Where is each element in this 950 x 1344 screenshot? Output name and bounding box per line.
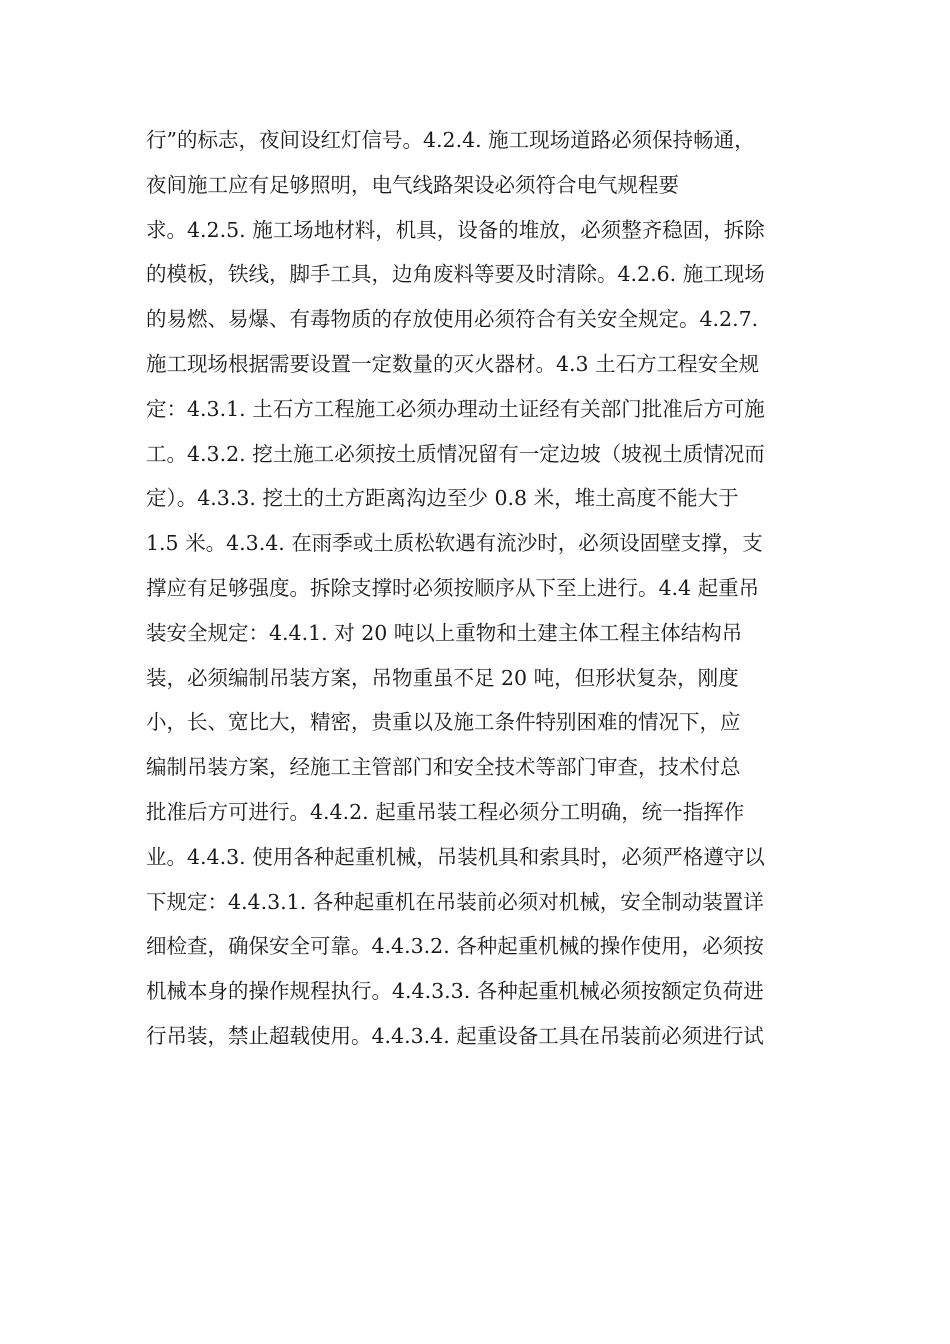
text-line: 撑应有足够强度。拆除支撑时必须按顺序从下至上进行。4.4 起重吊: [146, 575, 760, 600]
text-line: 夜间施工应有足够照明，电气线路架设必须符合电气规程要: [146, 172, 679, 197]
text-line: 行”的标志，夜间设红灯信号。4.2.4. 施工现场道路必须保持畅通，: [146, 128, 755, 152]
text-line: 机械本身的操作规程执行。4.4.3.3. 各种起重机械必须按额定负荷进: [146, 979, 764, 1004]
text-line: 定）。4.3.3. 挖土的土方距离沟边至少 0.8 米，堆土高度不能大于: [146, 486, 739, 511]
text-line: 编制吊装方案，经施工主管部门和安全技术等部门审查，技术付总: [146, 755, 741, 780]
text-line: 细检查，确保安全可靠。4.4.3.2. 各种起重机械的操作使用，必须按: [146, 934, 764, 959]
text-line: 业。4.4.3. 使用各种起重机械，吊装机具和索具时，必须严格遵守以: [146, 844, 765, 869]
text-line: 求。4.2.5. 施工场地材料，机具，设备的堆放，必须整齐稳固，拆除: [146, 217, 765, 242]
text-line: 1.5 米。4.3.4. 在雨季或土质松软遇有流沙时，必须设固壁支撑，支: [146, 531, 763, 556]
text-line: 装，必须编制吊装方案，吊物重虽不足 20 吨，但形状复杂，刚度: [146, 665, 739, 690]
text-line: 小，长、宽比大，精密，贵重以及施工条件特别困难的情况下，应: [146, 710, 741, 735]
text-line: 的模板，铁线，脚手工具，边角废料等要及时清除。4.2.6. 施工现场: [146, 262, 765, 287]
text-line: 行吊装，禁止超载使用。4.4.3.4. 起重设备工具在吊装前必须进行试: [146, 1023, 764, 1048]
text-line: 的易燃、易爆、有毒物质的存放使用必须符合有关安全规定。4.2.7.: [146, 307, 759, 332]
text-line: 工。4.3.2. 挖土施工必须按土质情况留有一定边坡（坡视土质情况而: [146, 441, 765, 466]
body-text: [146, 118, 826, 1059]
text-line: 定：4.3.1. 土石方工程施工必须办理动土证经有关部门批准后方可施: [146, 396, 765, 421]
text-line: 施工现场根据需要设置一定数量的灭火器材。4.3 土石方工程安全规: [146, 351, 760, 376]
text-line: 装安全规定：4.4.1. 对 20 吨以上重物和土建主体工程主体结构吊: [146, 620, 743, 645]
text-line: 下规定：4.4.3.1. 各种起重机在吊装前必须对机械，安全制动装置详: [146, 889, 764, 914]
text-line: 批准后方可进行。4.4.2. 起重吊装工程必须分工明确，统一指挥作: [146, 799, 745, 824]
